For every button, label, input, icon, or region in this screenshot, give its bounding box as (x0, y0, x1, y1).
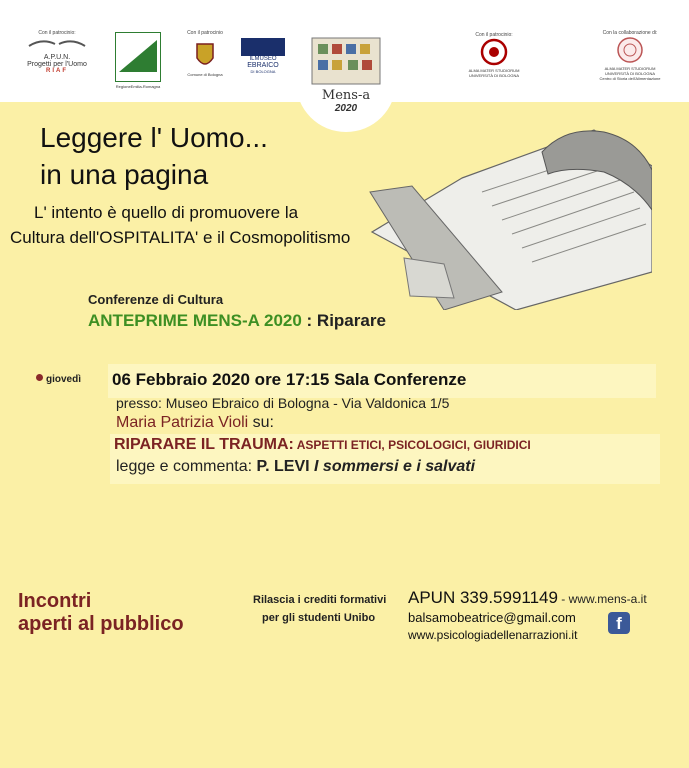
collab-line3: Centro di Storia dell'Alimentazione (599, 76, 661, 81)
apun-name: A.P.U.N. (43, 54, 71, 61)
unibo-seal-icon (480, 38, 508, 66)
event-datetime: 06 Febbraio 2020 ore 17:15 Sala Conferenze (112, 370, 467, 389)
topic-main: RIPARARE IL TRAUMA: (114, 436, 294, 453)
mensa-mosaic-icon (308, 36, 384, 86)
museo-logo (238, 38, 288, 74)
intent-cultura: Cultura dell'OSPITALITA' (10, 228, 199, 247)
event-day-label: giovedì (46, 374, 82, 385)
author-name: P. LEVI (256, 458, 310, 475)
unibo-line2: UNIVERSITÀ DI BOLOGNA (468, 73, 519, 78)
menorah-icon (241, 38, 285, 56)
event-speaker-line (116, 414, 274, 432)
contact-site2[interactable]: www.psicologiadellenarrazioni.it (408, 628, 578, 642)
unibo-logo (446, 32, 542, 78)
museo-line1: ILMUSEO (249, 56, 277, 62)
bullet-icon (36, 374, 43, 381)
credits-line2: per gli studenti Unibo (262, 612, 376, 624)
book-title: I sommersi e i salvati (309, 458, 476, 475)
contact-email[interactable]: balsamobeatrice@gmail.com (408, 610, 576, 625)
coat-of-arms-icon (195, 42, 215, 70)
event-venue (116, 395, 449, 411)
venue-text: Museo Ebraico di Bologna - Via Valdonica 1/5 (161, 395, 450, 411)
apun-subtitle: Progetti per l'Uomo (27, 61, 87, 68)
event-reading (116, 458, 475, 476)
mensa-year: 2020 (334, 103, 358, 114)
riparare-label: Riparare (316, 311, 386, 330)
collab-line2: UNIVERSITÀ DI BOLOGNA (604, 71, 655, 76)
collab-seal-icon (616, 36, 644, 64)
intent-line2 (10, 228, 350, 248)
collab-label: Con la collaborazione di: (602, 30, 658, 36)
intent-line1: L' intento è quello di promuovere la (34, 203, 299, 222)
intent-e-il: e il (198, 228, 230, 247)
anteprime-label: ANTEPRIME MENS-A 2020 (88, 311, 302, 330)
topic-sub: ASPETTI ETICI, PSICOLOGICI, GIURIDICI (293, 438, 531, 452)
collab-line1: ALMA MATER STUDIORUM (604, 66, 656, 71)
contact-phone: APUN 339.5991149 (408, 588, 558, 607)
bologna-logo (180, 30, 230, 77)
apun-badge: RIAF (46, 68, 68, 74)
apun-logo (22, 30, 92, 74)
reads-label: legge e commenta: (116, 458, 257, 475)
conference-title (88, 311, 386, 331)
open-line2: aperti al pubblico (18, 613, 184, 635)
conference-sep: : (301, 311, 317, 330)
regione-name: RegioneEmilia-Romagna (115, 84, 161, 89)
bologna-patrocinio-label: Con il patrocinio (187, 30, 223, 36)
event-topic (114, 436, 531, 454)
facebook-icon[interactable]: f (608, 612, 630, 634)
contact-website[interactable]: www.mens-a.it (568, 592, 647, 606)
book-illustration (352, 122, 652, 310)
open-line1: Incontri (18, 590, 92, 612)
conference-label: Conferenze di Cultura (88, 292, 224, 307)
hands-icon (27, 36, 87, 52)
speaker-name: Maria Patrizia Violi (116, 414, 249, 431)
apun-patrocinio-label: Con il patrocinio: (38, 30, 76, 36)
mensa-logo (306, 36, 386, 114)
title-line1: Leggere l' Uomo... (40, 122, 268, 153)
intent-cosmo: Cosmopolitismo (229, 228, 351, 247)
regione-emblem-icon (115, 32, 161, 82)
museo-line2: EBRAICO (247, 62, 279, 69)
title-line2: in una pagina (40, 159, 209, 190)
credits-line1: Rilascia i crediti formativi (253, 594, 387, 606)
regione-logo (112, 32, 164, 89)
contact-web-sep: - (557, 592, 569, 606)
mensa-name: Mens-a (321, 88, 371, 103)
museo-line3: DI BOLOGNA (250, 69, 276, 74)
unibo-line1: ALMA MATER STUDIORUM (468, 68, 520, 73)
collab-logo (580, 30, 680, 81)
presso-label: presso: (116, 395, 162, 411)
event-day (36, 374, 81, 385)
unibo-patrocinio-label: Con il patrocinio: (475, 32, 513, 38)
comune-name: Comune di Bologna (187, 72, 223, 77)
contact-line (408, 588, 647, 608)
speaker-su: su: (248, 414, 274, 431)
